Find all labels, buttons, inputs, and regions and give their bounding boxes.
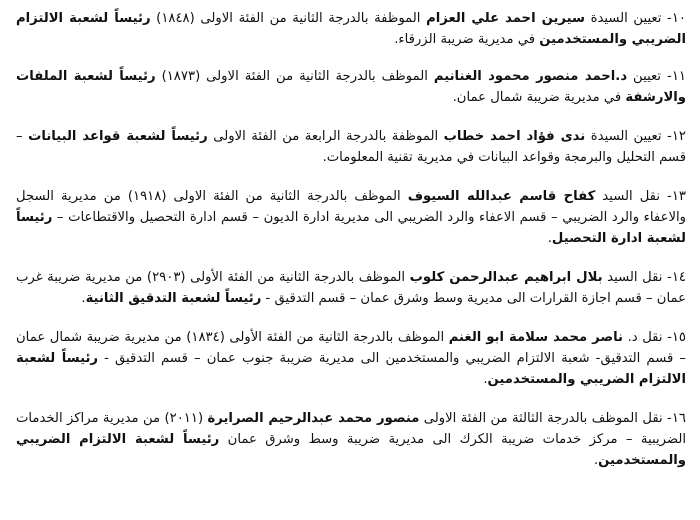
employee-name: سيرين احمد علي العزام <box>426 11 585 26</box>
employee-name: ندى فؤاد احمد خطاب <box>443 129 586 144</box>
position-title: رئيساً لشعبة الالتزام الضريبي والمستخدمين <box>16 432 686 468</box>
position-title: رئيساً لشعبة الالتزام الضريبي والمستخدمين <box>16 11 686 47</box>
employee-name: ناصر محمد سلامة ابو الغنم <box>448 330 624 345</box>
decision-item-12: ١٢- تعيين السيدة ندى فؤاد احمد خطاب الموظفة بالدرجة الرابعة من الفئة الاولى رئيساً لشعبة قواعد البيانات – قسم التحليل والبرمجة وقواعد البيانات في مديرية تقنية المعلومات. <box>16 129 686 165</box>
employee-name: بلال ابراهيم عبدالرحمن كلوب <box>409 270 603 285</box>
decision-item-16: ١٦- نقل الموظف بالدرجة الثالثة من الفئة الاولى منصور محمد عبدالرحيم الصرايرة (٢٠١١) من مديرية مراكز الخدمات الضريبية – مركز خدمات ضريبة الكرك الى مديرية ضريبة وسط وشرق عمان رئيساً لشعبة الالتزام الضريبي والمستخدمين. <box>16 411 687 468</box>
position-title: رئيساً لشعبة الالتزام الضريبي والمستخدمين <box>16 351 686 387</box>
employee-name: كفاح قاسم عبدالله السيوف <box>407 189 596 204</box>
employee-name: منصور محمد عبدالرحيم الصرايرة <box>207 411 420 426</box>
decision-item-11: ١١- تعيين د.احمد منصور محمود الغنانيم الموظف بالدرجة الثانية من الفئة الاولى (١٨٧٣) رئيساً لشعبة الملفات والارشفة في مديرية ضريبة شمال عمان. <box>16 69 686 105</box>
decision-item-14: ١٤- نقل السيد بلال ابراهيم عبدالرحمن كلوب الموظف بالدرجة الثانية من الفئة الأولى (٢٩٠٣) من مديرية ضريبة غرب عمان – قسم اجازة القرارات الى مديرية وسط وشرق عمان – قسم التدقيق - رئيساً لشعبة التدقيق الثانية. <box>16 270 686 306</box>
decision-item-13: ١٣- نقل السيد كفاح قاسم عبدالله السيوف الموظف بالدرجة الثانية من الفئة الاولى (١٩١٨) من مديرية السجل والاعفاء والرد الضريبي – قسم الاعفاء والرد الضريبي الى مديرية ادارة الديون – قسم ادارة التحصيل والاقتطاعات – رئيساً لشعبة ادارة التحصيل. <box>16 189 686 246</box>
position-title: رئيساً لشعبة قواعد البيانات <box>28 129 208 144</box>
position-title: رئيساً لشعبة التدقيق الثانية <box>85 291 262 306</box>
employee-name: د.احمد منصور محمود الغنانيم <box>433 69 628 84</box>
decision-item-10: ١٠- تعيين السيدة سيرين احمد علي العزام الموظفة بالدرجة الثانية من الفئة الاولى (١٨٤٨) رئيساً لشعبة الالتزام الضريبي والمستخدمين في مديرية ضريبة الزرقاء. <box>16 11 686 47</box>
decision-item-15: ١٥- نقل د. ناصر محمد سلامة ابو الغنم الموظف بالدرجة الثانية من الفئة الأولى (١٨٣٤) من مديرية ضريبة شمال عمان – قسم التدقيق- شعبة الالتزام الضريبي والمستخدمين الى مديرية ضريبة جنوب عمان – قسم التدقيق - رئيساً لشعبة الالتزام الضريبي والمستخدمين. <box>16 330 687 387</box>
position-title: رئيساً لشعبة الملفات والارشفة <box>16 69 686 105</box>
position-title: رئيساً لشعبة ادارة التحصيل <box>16 210 686 246</box>
